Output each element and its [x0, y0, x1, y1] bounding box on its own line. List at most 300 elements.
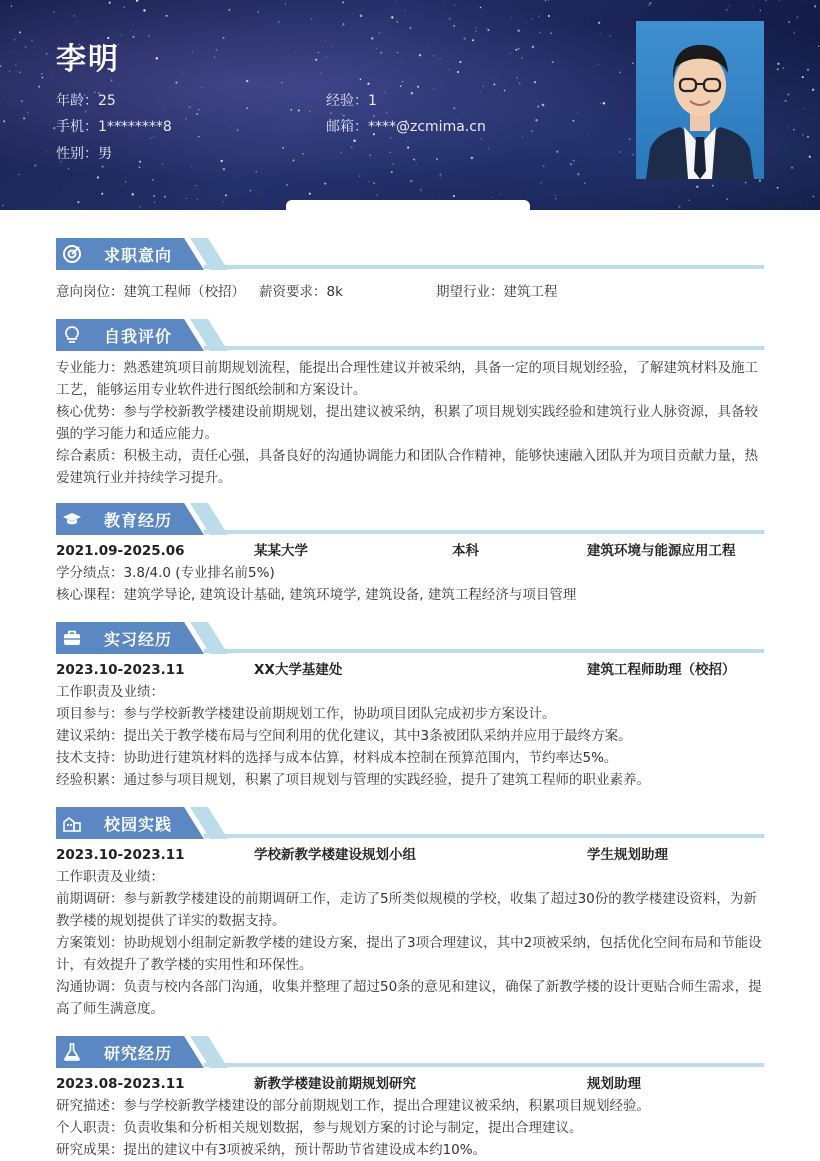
star: [250, 190, 252, 192]
star: [584, 91, 585, 92]
star: [183, 73, 184, 74]
star: [793, 129, 794, 130]
star: [453, 25, 455, 27]
star: [812, 88, 815, 91]
star: [153, 137, 154, 138]
star: [449, 18, 451, 20]
star: [809, 155, 811, 157]
internship-line: 项目参与：参与学校新教学楼建设前期规划工作，协助项目团队完成初步方案设计。: [56, 703, 766, 725]
star: [480, 7, 482, 9]
star: [343, 23, 345, 25]
phone-info: [56, 116, 172, 136]
star: [791, 166, 793, 168]
star: [598, 22, 600, 24]
star: [813, 196, 815, 198]
campus-line: 沟通协调：负责与校内各部门沟通，收集并整理了超过50条的意见和建议，确保了新教学楼的设计更贴合师生需求，提高了师生满意度。: [56, 976, 766, 1020]
star: [370, 155, 371, 156]
section-header-intent: [56, 238, 764, 270]
star: [246, 80, 248, 82]
star: [185, 118, 187, 120]
internship-line: 技术支持：协助进行建筑材料的选择与成本估算，材料成本控制在预算范围内，节约率达5%。: [56, 747, 766, 769]
star: [471, 157, 473, 159]
star: [799, 37, 800, 38]
star: [342, 26, 343, 27]
star: [175, 82, 177, 84]
star: [491, 197, 492, 198]
star: [508, 21, 509, 22]
star: [497, 138, 498, 139]
star: [487, 148, 489, 150]
star: [191, 166, 192, 167]
star: [649, 2, 651, 4]
star: [169, 148, 170, 149]
star: [309, 193, 311, 195]
email-label: 邮箱：: [326, 119, 368, 135]
star: [269, 107, 270, 108]
gender-info: [56, 143, 112, 163]
star: [352, 193, 353, 194]
industry-value: 建筑工程: [504, 284, 558, 300]
salary-value: 8k: [327, 284, 343, 300]
star: [53, 12, 54, 13]
star: [472, 39, 474, 41]
star: [124, 6, 125, 7]
star: [188, 106, 191, 109]
star: [555, 198, 556, 199]
star: [150, 138, 151, 139]
star: [97, 176, 99, 178]
star: [27, 112, 29, 114]
star: [282, 147, 284, 149]
star: [46, 53, 48, 55]
star: [603, 102, 606, 105]
star: [678, 206, 680, 208]
internship-line: 建议采纳：提出关于教学楼布局与空间利用的优化建议，其中3条被团队采纳并应用于最终方案。: [56, 725, 766, 747]
star: [225, 195, 227, 197]
email-info: [326, 116, 486, 136]
star: [215, 149, 216, 150]
star: [459, 61, 461, 63]
star: [793, 32, 795, 34]
star: [454, 5, 455, 6]
star: [198, 136, 199, 137]
star: [62, 23, 63, 24]
star: [136, 91, 137, 92]
star: [85, 110, 87, 112]
experience-value: 1: [368, 93, 377, 109]
building-icon: [62, 813, 82, 833]
campus-content: [56, 844, 766, 1020]
star: [543, 165, 545, 167]
campus-period: 2023.10-2023.11: [56, 844, 185, 866]
star: [351, 146, 353, 148]
star: [196, 113, 198, 115]
star: [131, 193, 133, 195]
star: [198, 109, 200, 111]
star: [486, 28, 487, 29]
star: [801, 206, 802, 207]
star: [409, 27, 411, 29]
star: [347, 73, 348, 74]
star: [324, 183, 326, 185]
star: [386, 112, 388, 114]
star: [515, 49, 517, 51]
candidate-name: 李明: [56, 34, 120, 78]
star: [545, 0, 546, 1]
star: [814, 5, 816, 7]
star: [582, 141, 583, 142]
internship-line: 经验积累：通过参与项目规划，积累了项目规划与管理的实践经验，提升了建筑工程师的职业素养。: [56, 769, 766, 791]
star: [759, 10, 761, 12]
star: [281, 82, 283, 84]
star: [278, 21, 280, 23]
education-line: 核心课程：建筑学导论, 建筑设计基础, 建筑环境学, 建筑设备, 建筑工程经济与项目管理: [56, 584, 766, 606]
star: [457, 71, 459, 73]
star: [522, 137, 523, 138]
research-line: 研究描述：参与学校新教学楼建设的部分前期规划工作，提出合理建议被采纳，积累项目规划经验。: [56, 1095, 766, 1117]
star: [340, 152, 341, 153]
phone-label: 手机：: [56, 119, 98, 135]
star: [223, 168, 225, 170]
star: [445, 5, 446, 6]
star: [410, 180, 412, 182]
star: [156, 57, 158, 59]
star: [125, 181, 126, 182]
star: [237, 129, 239, 131]
star: [480, 138, 481, 139]
graduation-cap-icon: [62, 509, 82, 529]
internship-org: XX大学基建处: [254, 659, 342, 681]
star: [436, 158, 438, 160]
self-eval-line: 综合素质：积极主动，责任心强，具备良好的沟通协调能力和团队合作精神，能够快速融入团队并为项目贡献力量，热爱建筑行业并持续学习提升。: [56, 445, 766, 489]
star: [380, 52, 382, 54]
star: [368, 181, 369, 182]
section-title-research: 研究经历: [104, 1041, 172, 1064]
star: [255, 171, 256, 172]
star: [493, 83, 495, 85]
star: [777, 187, 779, 189]
star: [11, 51, 12, 52]
star: [570, 163, 572, 165]
star: [208, 21, 209, 22]
experience-info: [326, 90, 377, 110]
campus-line: 方案策划：协助规划小组制定新教学楼的建设方案，提出了3项合理建议，其中2项被采纳，包括优化空间布局和节能设计，有效提升了教学楼的实用性和环保性。: [56, 932, 766, 976]
star: [16, 71, 17, 72]
star: [573, 120, 575, 122]
star: [21, 100, 23, 102]
star: [631, 152, 632, 153]
star: [532, 46, 535, 49]
star: [476, 30, 478, 32]
star: [407, 147, 409, 149]
star: [785, 100, 787, 102]
internship-period: 2023.10-2023.11: [56, 659, 185, 681]
star: [448, 69, 449, 70]
experience-label: 经验：: [326, 93, 368, 109]
star: [584, 183, 585, 184]
star: [215, 49, 217, 51]
star: [326, 56, 328, 58]
star: [556, 150, 558, 152]
industry-label: 期望行业：: [436, 284, 504, 300]
star: [543, 105, 545, 107]
star: [295, 52, 296, 53]
research-content: [56, 1073, 766, 1161]
star: [527, 197, 528, 198]
resume-header: [0, 0, 820, 210]
star: [132, 36, 134, 38]
education-degree: 本科: [452, 540, 479, 562]
star: [143, 9, 145, 11]
star: [537, 105, 539, 107]
star: [674, 189, 675, 190]
star: [63, 185, 64, 186]
star: [257, 11, 259, 13]
education-summary-row: [56, 540, 766, 562]
star: [186, 198, 187, 199]
star: [433, 55, 434, 56]
star: [439, 173, 441, 175]
header-notch: [286, 200, 530, 210]
star: [483, 86, 484, 87]
position-value: 建筑工程师（校招）: [124, 284, 246, 300]
star: [52, 74, 53, 75]
gender-value: 男: [98, 146, 112, 162]
star: [360, 15, 363, 18]
star: [392, 163, 393, 164]
star: [197, 199, 198, 200]
star: [712, 185, 714, 187]
star: [288, 73, 289, 74]
star: [555, 195, 556, 196]
star: [226, 123, 227, 124]
star: [587, 134, 588, 135]
section-title-education: 教育经历: [104, 508, 172, 531]
star: [228, 9, 230, 11]
star: [150, 165, 151, 166]
star: [18, 174, 19, 175]
star: [797, 69, 798, 70]
internship-content: [56, 659, 766, 791]
star: [648, 4, 649, 5]
star: [759, 180, 761, 182]
star: [23, 117, 25, 119]
star: [290, 109, 292, 111]
star: [130, 31, 131, 32]
star: [548, 0, 549, 1]
star: [285, 3, 286, 4]
star: [121, 35, 122, 36]
star: [373, 182, 375, 184]
intent-content: [56, 281, 766, 303]
star: [787, 93, 790, 96]
star: [14, 39, 16, 41]
star: [777, 63, 779, 65]
star: [379, 32, 380, 33]
star: [597, 64, 598, 65]
star: [222, 37, 224, 39]
section-title-self-eval: 自我评价: [104, 324, 172, 347]
star: [548, 15, 550, 17]
star: [0, 65, 1, 67]
star: [396, 21, 397, 22]
star: [727, 198, 728, 199]
star: [788, 127, 789, 128]
star: [286, 184, 288, 186]
star: [632, 62, 634, 64]
star: [475, 27, 476, 28]
education-content: [56, 540, 766, 606]
research-line: 研究成果：提出的建议中有3项被采纳，预计帮助节省建设成本约10%。: [56, 1139, 766, 1161]
star: [783, 68, 784, 69]
star: [802, 134, 803, 135]
section-header-campus: [56, 807, 764, 839]
star: [539, 31, 541, 33]
star: [325, 40, 326, 41]
star: [201, 87, 202, 88]
star: [407, 141, 408, 142]
star: [510, 53, 511, 54]
star: [433, 198, 434, 199]
research-role: 规划助理: [587, 1073, 641, 1095]
star: [427, 47, 428, 48]
internship-role: 建筑工程师助理（校招）: [587, 659, 736, 681]
star: [3, 120, 5, 122]
star: [752, 6, 753, 7]
star: [500, 80, 501, 81]
star: [341, 113, 342, 114]
star: [41, 73, 42, 74]
age-value: 25: [98, 93, 116, 109]
star: [2, 205, 4, 207]
star: [534, 81, 536, 83]
education-period: 2021.09-2025.06: [56, 540, 185, 562]
star: [531, 18, 532, 19]
star: [504, 90, 505, 91]
flask-icon: [62, 1042, 82, 1062]
star: [331, 112, 332, 113]
star: [68, 168, 69, 169]
star: [153, 195, 155, 197]
star: [122, 184, 123, 185]
star: [109, 2, 111, 4]
star: [266, 99, 267, 100]
star: [208, 99, 209, 100]
star: [629, 139, 631, 141]
star: [222, 201, 223, 202]
phone-value: 1********8: [98, 119, 172, 135]
star: [411, 92, 413, 94]
star: [516, 77, 517, 78]
star: [31, 39, 33, 41]
star: [101, 193, 103, 195]
star: [804, 108, 805, 109]
star: [487, 29, 489, 31]
star: [802, 1, 803, 2]
star: [818, 46, 819, 47]
research-period: 2023.08-2023.11: [56, 1073, 185, 1095]
star: [572, 171, 573, 172]
star: [417, 86, 419, 88]
star: [214, 197, 215, 198]
briefcase-icon: [62, 628, 82, 648]
star: [19, 31, 21, 33]
star: [395, 2, 396, 3]
target-icon: [62, 244, 82, 264]
star: [139, 161, 141, 163]
star: [511, 17, 512, 18]
section-header-internship: [56, 622, 764, 654]
star: [501, 193, 502, 194]
star: [550, 32, 552, 34]
star: [262, 192, 263, 193]
education-major: 建筑环境与能源应用工程: [587, 540, 736, 562]
star: [376, 194, 378, 196]
research-summary-row: [56, 1073, 766, 1095]
star: [371, 37, 373, 39]
research-project: 新教学楼建设前期规划研究: [254, 1073, 416, 1095]
profile-photo: [636, 21, 764, 179]
star: [402, 81, 403, 82]
research-line: 个人职责：负责收集和分析相关规划数据，参与规划方案的讨论与制定，提出合理建议。: [56, 1117, 766, 1139]
star: [632, 154, 634, 156]
star: [729, 6, 730, 7]
star: [538, 15, 540, 17]
internship-line: 工作职责及业绩：: [56, 681, 766, 703]
star: [148, 35, 150, 37]
star: [405, 10, 406, 11]
star: [531, 130, 533, 132]
campus-summary-row: [56, 844, 766, 866]
star: [246, 107, 248, 109]
star: [73, 15, 75, 17]
star: [77, 201, 79, 203]
star: [331, 46, 332, 47]
star: [793, 187, 794, 188]
star: [778, 0, 779, 1]
star: [191, 66, 192, 67]
salary-label: 薪资要求：: [259, 284, 327, 300]
star: [619, 72, 621, 74]
star: [38, 86, 40, 88]
star: [573, 160, 574, 161]
star: [195, 185, 196, 186]
star: [807, 136, 809, 138]
star: [518, 30, 520, 32]
self-eval-content: [56, 357, 766, 489]
star: [272, 40, 273, 41]
star: [440, 58, 441, 59]
star: [139, 206, 140, 207]
star: [480, 92, 481, 93]
star: [391, 16, 393, 18]
star: [521, 57, 522, 58]
star: [47, 151, 48, 152]
education-school: 某某大学: [254, 540, 308, 562]
campus-role: 学生规划助理: [587, 844, 668, 866]
star: [240, 26, 241, 27]
position-label: 意向岗位：: [56, 284, 124, 300]
star: [796, 16, 798, 18]
star: [786, 147, 787, 148]
star: [397, 52, 398, 53]
star: [390, 152, 391, 153]
section-header-self-eval: [56, 319, 764, 351]
star: [518, 82, 520, 84]
education-line: 学分绩点：3.8/4.0 (专业排名前5%): [56, 562, 766, 584]
star: [11, 6, 12, 7]
star: [139, 166, 141, 168]
